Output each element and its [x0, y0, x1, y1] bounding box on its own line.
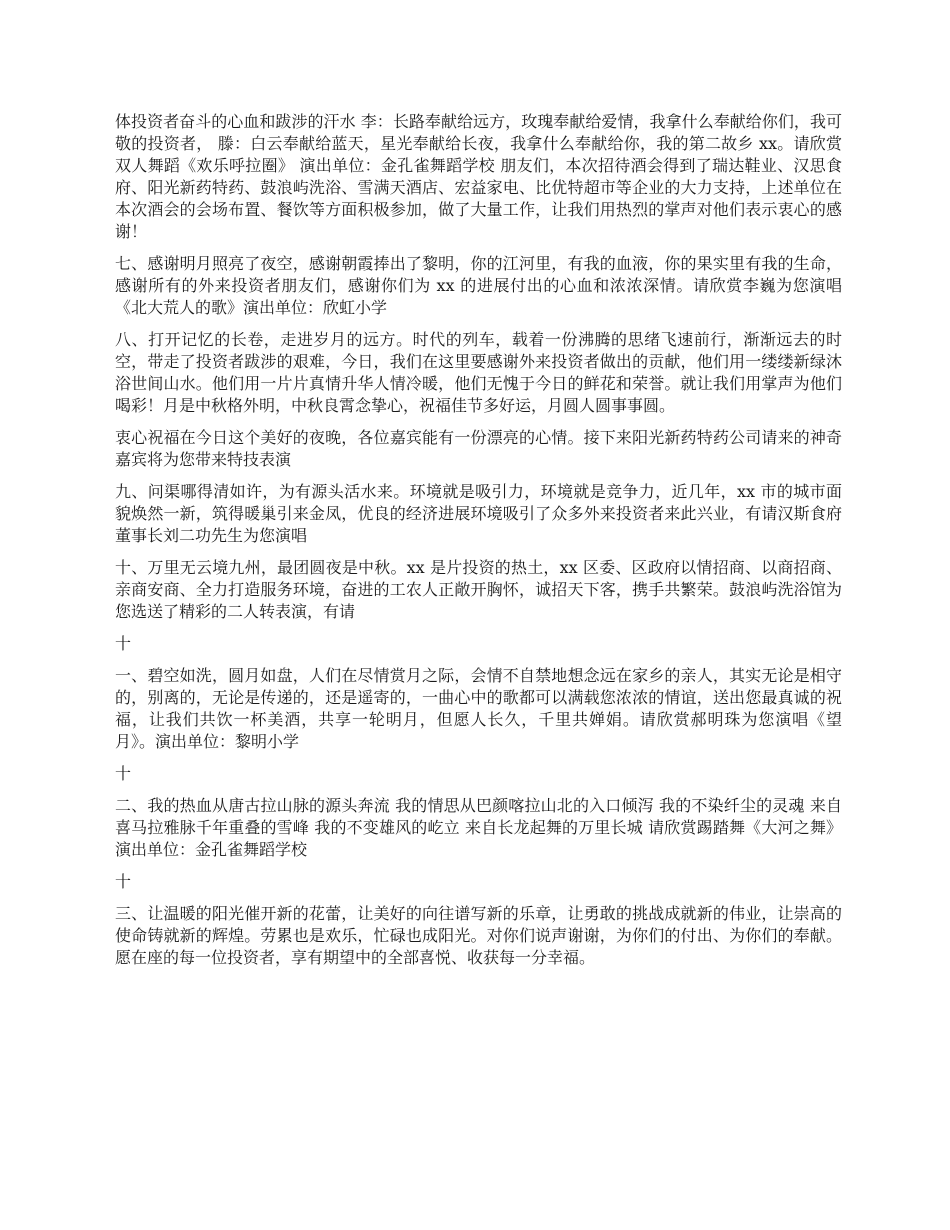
paragraph: 十、万里无云境九州，最团圆夜是中秋。xx 是片投资的热土，xx 区委、区政府以情招商、以商招商、亲商安商、全力打造服务环境，奋进的工农人正敞开胸怀，诚招天下客，携手共繁荣。鼓浪屿洗浴馆为您选送了精彩的二人转表演，有请 [115, 558, 842, 621]
paragraph: 八、打开记忆的长卷，走进岁月的远方。时代的列车，载着一份沸腾的思绪飞速前行，渐渐远去的时空，带走了投资者跋涉的艰难，今日，我们在这里要感谢外来投资者做出的贡献，他们用一缕缕新绿沐浴世间山水。他们用一片片真情升华人情冷暖，他们无愧于今日的鲜花和荣誉。就让我们用掌声为他们喝彩！月是中秋格外明，中秋良霄念挚心，祝福佳节多好运，月圆人圆事事圆。 [115, 330, 842, 415]
paragraph: 衷心祝福在今日这个美好的夜晚，各位嘉宾能有一份漂亮的心情。接下来阳光新药特药公司请来的神奇嘉宾将为您带来特技表演 [115, 428, 842, 469]
paragraph: 三、让温暖的阳光催开新的花蕾，让美好的向往谱写新的乐章，让勇敢的挑战成就新的伟业，让崇高的使命铸就新的辉煌。劳累也是欢乐，忙碌也成阳光。对你们说声谢谢，为你们的付出、为你们的奉献。愿在座的每一位投资者，享有期望中的全部喜悦、收获每一分幸福。 [115, 904, 842, 967]
paragraph: 十 [115, 634, 132, 653]
paragraph: 十 [115, 872, 132, 891]
document-body [115, 111, 842, 979]
paragraph: 二、我的热血从唐古拉山脉的源头奔流 我的情思从巴颜喀拉山北的入口倾泻 我的不染纤尘的灵魂 来自喜马拉雅脉千年重叠的雪峰 我的不变雄风的屹立 来自长龙起舞的万里长城 请欣赏踢踏舞《大河之舞》 演出单位：金孔雀舞蹈学校 [115, 796, 842, 859]
paragraph: 七、感谢明月照亮了夜空，感谢朝霞捧出了黎明，你的江河里，有我的血液，你的果实里有我的生命，感谢所有的外来投资者朋友们，感谢你们为 xx 的进展付出的心血和浓浓深情。请欣赏李巍为您演唱《北大荒人的歌》演出单位：欣虹小学 [115, 254, 842, 317]
paragraph: 十 [115, 764, 132, 783]
paragraph: 一、碧空如洗，圆月如盘，人们在尽情赏月之际，会情不自禁地想念远在家乡的亲人，其实无论是相守的，别离的，无论是传递的，还是遥寄的，一曲心中的歌都可以满载您浓浓的情谊，送出您最真诚的祝福，让我们共饮一杯美酒，共享一轮明月，但愿人长久，千里共婵娟。请欣赏郝明珠为您演唱《望月》。演出单位：黎明小学 [115, 666, 842, 751]
paragraph: 体投资者奋斗的心血和跋涉的汗水 李：长路奉献给远方，玫瑰奉献给爱情，我拿什么奉献给你们，我可敬的投资者， 滕：白云奉献给蓝天，星光奉献给长夜，我拿什么奉献给你，我的第二故乡 xx。请欣赏双人舞蹈《欢乐呼拉圈》 演出单位：金孔雀舞蹈学校 朋友们，本次招待酒会得到了瑞达鞋业、汉思食府、阳光新药特药、鼓浪屿洗浴、雪满天酒店、宏益家电、比优特超市等企业的大力支持，上述单位在本次酒会的会场布置、餐饮等方面积极参加，做了大量工作，让我们用热烈的掌声对他们表示衷心的感谢！ [115, 112, 842, 241]
paragraph: 九、问渠哪得清如许，为有源头活水来。环境就是吸引力，环境就是竞争力，近几年，xx 市的城市面貌焕然一新，筑得暖巢引来金凤，优良的经济进展环境吸引了众多外来投资者来此兴业，有请汉斯食府董事长刘二功先生为您演唱 [115, 482, 842, 545]
